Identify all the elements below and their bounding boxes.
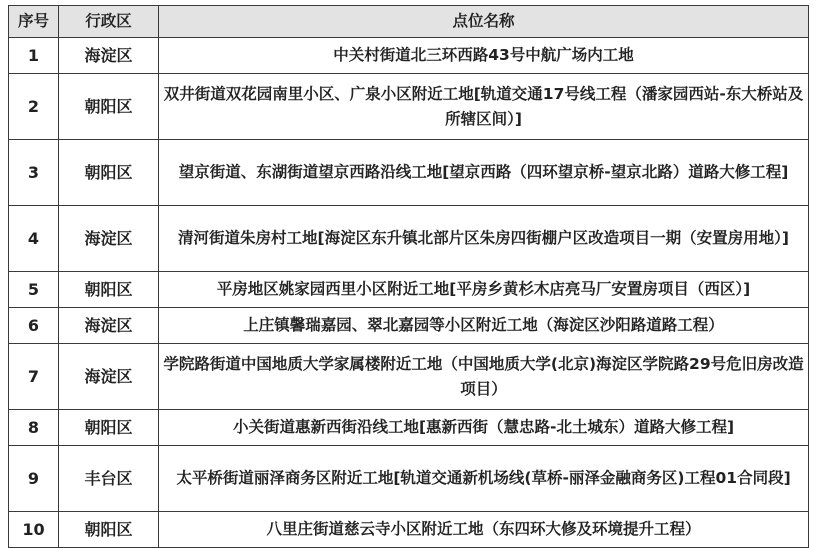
row-site-name: 八里庄街道慈云寺小区附近工地（东四环大修及环境提升工程） bbox=[159, 512, 809, 548]
row-index: 5 bbox=[9, 272, 59, 308]
row-site-name: 清河街道朱房村工地[海淀区东升镇北部片区朱房四街棚户区改造项目一期（安置房用地）] bbox=[159, 206, 809, 272]
header-site-name: 点位名称 bbox=[159, 6, 809, 38]
row-district: 朝阳区 bbox=[59, 512, 159, 548]
header-index: 序号 bbox=[9, 6, 59, 38]
header-district: 行政区 bbox=[59, 6, 159, 38]
row-site-name: 小关街道惠新西街沿线工地[惠新西街（慧忠路-北土城东）道路大修工程] bbox=[159, 410, 809, 446]
row-district: 朝阳区 bbox=[59, 74, 159, 140]
row-district: 朝阳区 bbox=[59, 272, 159, 308]
row-district: 朝阳区 bbox=[59, 410, 159, 446]
row-index: 1 bbox=[9, 38, 59, 74]
row-index: 9 bbox=[9, 446, 59, 512]
row-index: 2 bbox=[9, 74, 59, 140]
row-index: 3 bbox=[9, 140, 59, 206]
row-district: 朝阳区 bbox=[59, 140, 159, 206]
table-header-row bbox=[9, 6, 809, 38]
row-site-name: 望京街道、东湖街道望京西路沿线工地[望京西路（四环望京桥-望京北路）道路大修工程] bbox=[159, 140, 809, 206]
table-row bbox=[9, 446, 809, 512]
table-row bbox=[9, 38, 809, 74]
table-row bbox=[9, 206, 809, 272]
row-site-name: 双井街道双花园南里小区、广泉小区附近工地[轨道交通17号线工程（潘家园西站-东大桥站及所辖区间）] bbox=[159, 74, 809, 140]
row-site-name: 太平桥街道丽泽商务区附近工地[轨道交通新机场线(草桥-丽泽金融商务区)工程01合同段] bbox=[159, 446, 809, 512]
row-site-name: 平房地区姚家园西里小区附近工地[平房乡黄杉木店亮马厂安置房项目（西区）] bbox=[159, 272, 809, 308]
construction-site-table bbox=[8, 5, 809, 548]
row-index: 7 bbox=[9, 344, 59, 410]
row-district: 丰台区 bbox=[59, 446, 159, 512]
table-row bbox=[9, 74, 809, 140]
row-index: 10 bbox=[9, 512, 59, 548]
row-index: 6 bbox=[9, 308, 59, 344]
table-row bbox=[9, 140, 809, 206]
row-district: 海淀区 bbox=[59, 344, 159, 410]
table-row bbox=[9, 272, 809, 308]
table-row bbox=[9, 308, 809, 344]
row-index: 8 bbox=[9, 410, 59, 446]
table-row bbox=[9, 512, 809, 548]
table-row bbox=[9, 344, 809, 410]
row-site-name: 学院路街道中国地质大学家属楼附近工地（中国地质大学(北京)海淀区学院路29号危旧房改造项目） bbox=[159, 344, 809, 410]
table-row bbox=[9, 410, 809, 446]
row-index: 4 bbox=[9, 206, 59, 272]
row-site-name: 中关村街道北三环西路43号中航广场内工地 bbox=[159, 38, 809, 74]
row-district: 海淀区 bbox=[59, 308, 159, 344]
row-district: 海淀区 bbox=[59, 38, 159, 74]
row-site-name: 上庄镇馨瑞嘉园、翠北嘉园等小区附近工地（海淀区沙阳路道路工程） bbox=[159, 308, 809, 344]
row-district: 海淀区 bbox=[59, 206, 159, 272]
